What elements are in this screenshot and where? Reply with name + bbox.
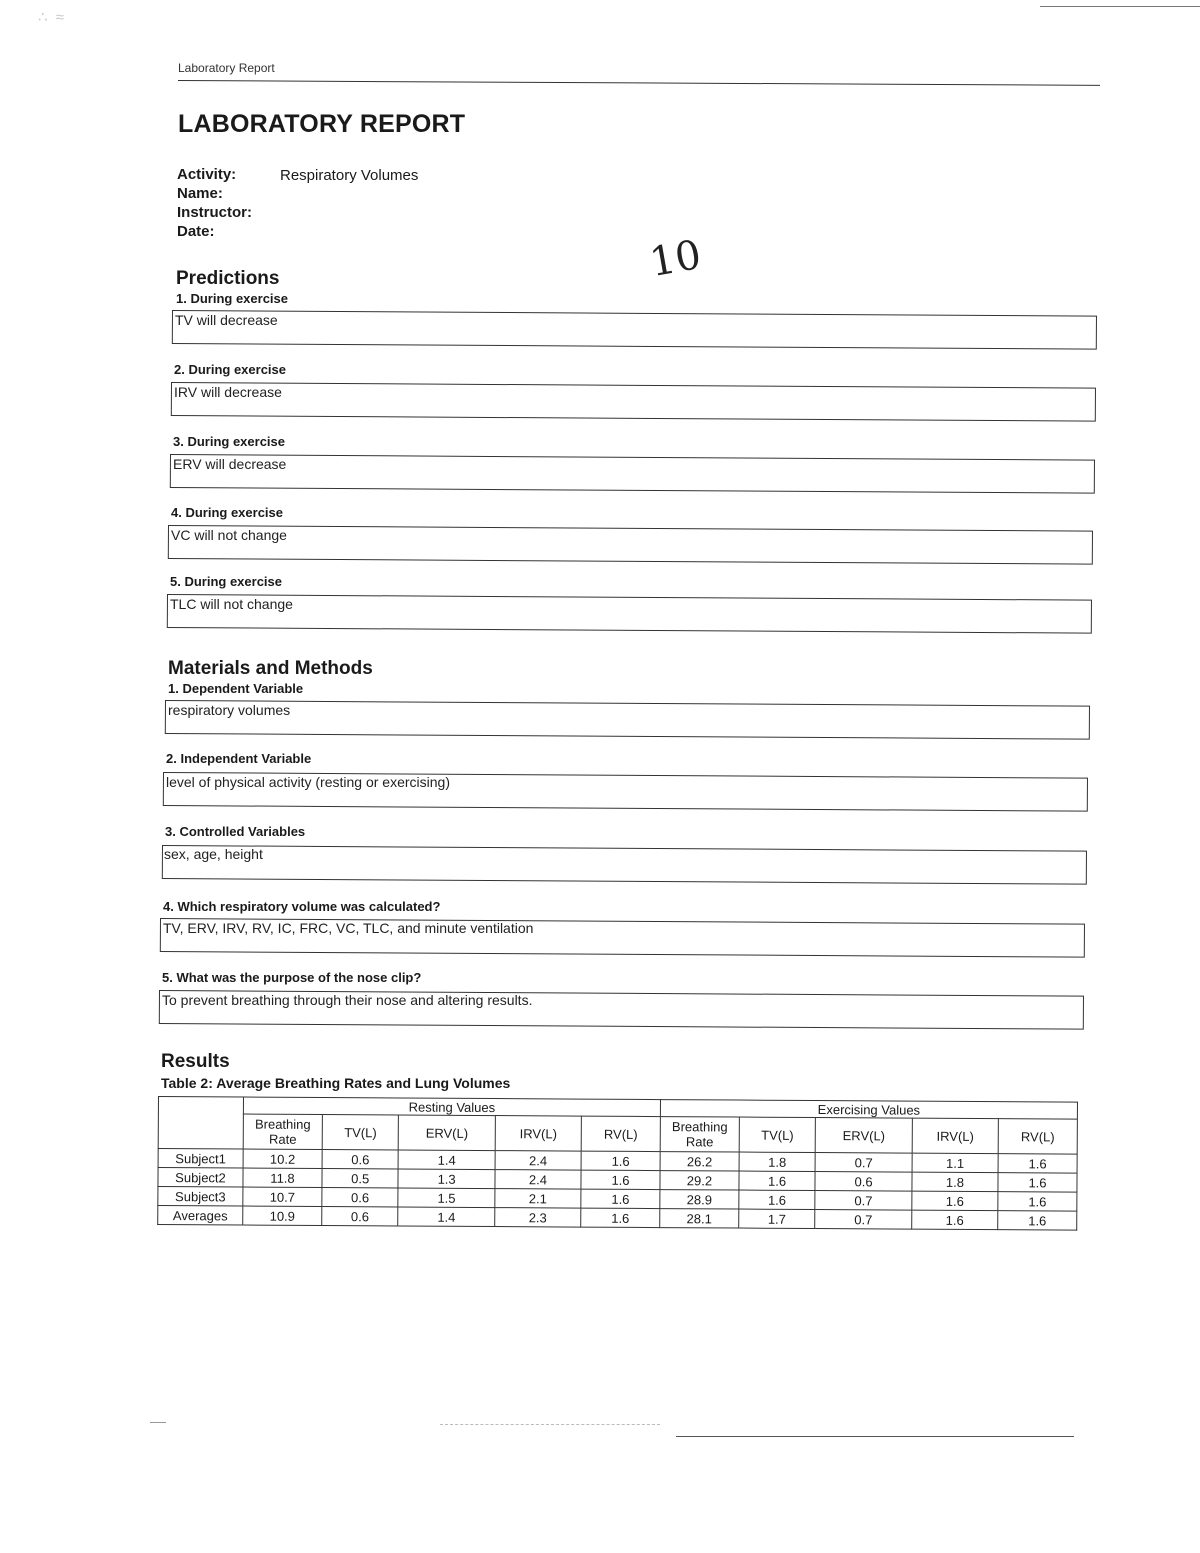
table-cell: 1.6 [912,1191,998,1211]
table-cell: 1.6 [912,1210,998,1230]
column-header: ERV(L) [399,1115,496,1151]
page-title: LABORATORY REPORT [178,110,466,138]
prediction-2-answer-box[interactable] [171,382,1096,422]
column-header: RV(L) [998,1119,1077,1154]
table-cell: 2.3 [495,1208,581,1228]
prediction-5-answer-box[interactable] [167,594,1092,634]
table-cell: 2.4 [495,1170,581,1190]
column-header: RV(L) [581,1116,660,1151]
prediction-1-answer: TV will decrease [175,312,278,328]
table-cell: 1.3 [398,1169,495,1189]
table-cell: 1.8 [739,1152,815,1171]
handwritten-grade: 10 [646,231,705,287]
table-cell: 0.7 [815,1210,912,1230]
table-cell: 1.6 [998,1192,1077,1211]
table-cell: 1.6 [581,1189,660,1208]
prediction-4-answer-box[interactable] [168,525,1093,565]
exercising-values-header: Exercising Values [660,1100,1077,1120]
materials-3-answer: sex, age, height [164,846,263,862]
activity-label: Activity: [177,166,237,183]
table-cell: 1.6 [739,1171,815,1190]
table-cell: 2.4 [495,1151,581,1171]
header-rule [178,80,1100,86]
materials-5-answer: To prevent breathing through their nose and altering results. [162,992,533,1008]
table-cell: 1.6 [739,1190,815,1209]
table-column-header-row [158,1114,1077,1155]
date-label: Date: [177,223,215,240]
prediction-3-answer: ERV will decrease [173,456,287,472]
table-cell: 0.6 [322,1188,398,1207]
table-cell: 1.7 [739,1209,815,1228]
table-cell: 10.2 [243,1149,322,1168]
table-corner-cell [158,1097,243,1150]
scan-mark [440,1424,660,1425]
table-title: Table 2: Average Breathing Rates and Lung Volumes [161,1075,511,1091]
row-label: Subject1 [158,1149,243,1169]
results-table [157,1096,1078,1231]
materials-3-answer-box[interactable] [162,845,1087,885]
materials-4-label: 4. Which respiratory volume was calculated? [163,899,441,914]
column-header: Breathing Rate [660,1117,739,1152]
column-header: ERV(L) [815,1118,912,1154]
materials-1-answer: respiratory volumes [168,702,291,718]
table-cell: 1.8 [912,1172,998,1192]
table-cell: 10.7 [243,1187,322,1206]
row-label: Averages [158,1206,243,1226]
table-cell: 26.2 [660,1152,739,1171]
table-cell: 1.6 [581,1151,660,1170]
materials-4-answer: TV, ERV, IRV, RV, IC, FRC, VC, TLC, and minute ventilation [163,920,534,936]
scan-mark [150,1422,166,1423]
column-header: Breathing Rate [243,1114,322,1149]
table-cell: 1.5 [398,1188,495,1208]
table-cell: 1.6 [998,1211,1077,1230]
prediction-2-answer: IRV will decrease [174,384,282,400]
table-cell: 29.2 [660,1171,739,1190]
table-cell: 2.1 [495,1189,581,1209]
prediction-1-answer-box[interactable] [172,310,1097,350]
materials-5-label: 5. What was the purpose of the nose clip? [162,970,422,985]
column-header: TV(L) [739,1117,816,1152]
predictions-heading: Predictions [176,268,280,289]
table-cell: 1.6 [581,1170,660,1189]
table-cell: 1.6 [581,1208,660,1227]
table-cell: 0.6 [322,1207,398,1226]
prediction-3-answer-box[interactable] [170,454,1095,494]
prediction-5-answer: TLC will not change [170,596,293,612]
table-cell: 1.4 [398,1150,495,1170]
corner-scribble: ∴ ≈ [38,9,66,26]
table-cell: 0.6 [815,1172,912,1192]
row-label: Subject2 [158,1168,243,1188]
table-cell: 11.8 [243,1168,322,1187]
row-label: Subject3 [158,1187,243,1207]
table-cell: 1.4 [398,1207,495,1227]
materials-2-label: 2. Independent Variable [166,751,312,766]
table-cell: 0.7 [815,1191,912,1211]
prediction-3-label: 3. During exercise [173,434,285,449]
prediction-4-label: 4. During exercise [171,505,283,520]
table-cell: 28.1 [660,1209,739,1228]
table-cell: 28.9 [660,1190,739,1209]
resting-values-header: Resting Values [243,1097,660,1117]
materials-3-label: 3. Controlled Variables [165,824,306,839]
column-header: IRV(L) [495,1116,581,1152]
table-cell: 1.6 [998,1154,1077,1173]
top-right-rule [1040,6,1200,7]
prediction-5-label: 5. During exercise [170,574,282,589]
prediction-2-label: 2. During exercise [174,362,286,377]
table-cell: 0.5 [322,1169,398,1188]
results-heading: Results [161,1051,230,1072]
name-label: Name: [177,185,223,202]
activity-value: Respiratory Volumes [280,167,419,184]
report-meta [177,165,252,241]
table-cell: 1.1 [912,1153,998,1173]
column-header: IRV(L) [912,1118,998,1154]
table-cell: 0.6 [322,1150,398,1169]
table-cell: 0.7 [815,1153,912,1173]
materials-1-label: 1. Dependent Variable [168,681,304,696]
materials-2-answer: level of physical activity (resting or exercising) [166,774,450,790]
instructor-label: Instructor: [177,204,252,221]
prediction-1-label: 1. During exercise [176,291,288,306]
materials-heading: Materials and Methods [168,658,373,679]
prediction-4-answer: VC will not change [171,527,287,543]
footer-rule [676,1436,1074,1437]
table-cell: 1.6 [998,1173,1077,1192]
table-cell: 10.9 [243,1206,322,1225]
column-header: TV(L) [322,1115,399,1150]
running-header: Laboratory Report [178,61,275,75]
materials-1-answer-box[interactable] [165,700,1090,740]
